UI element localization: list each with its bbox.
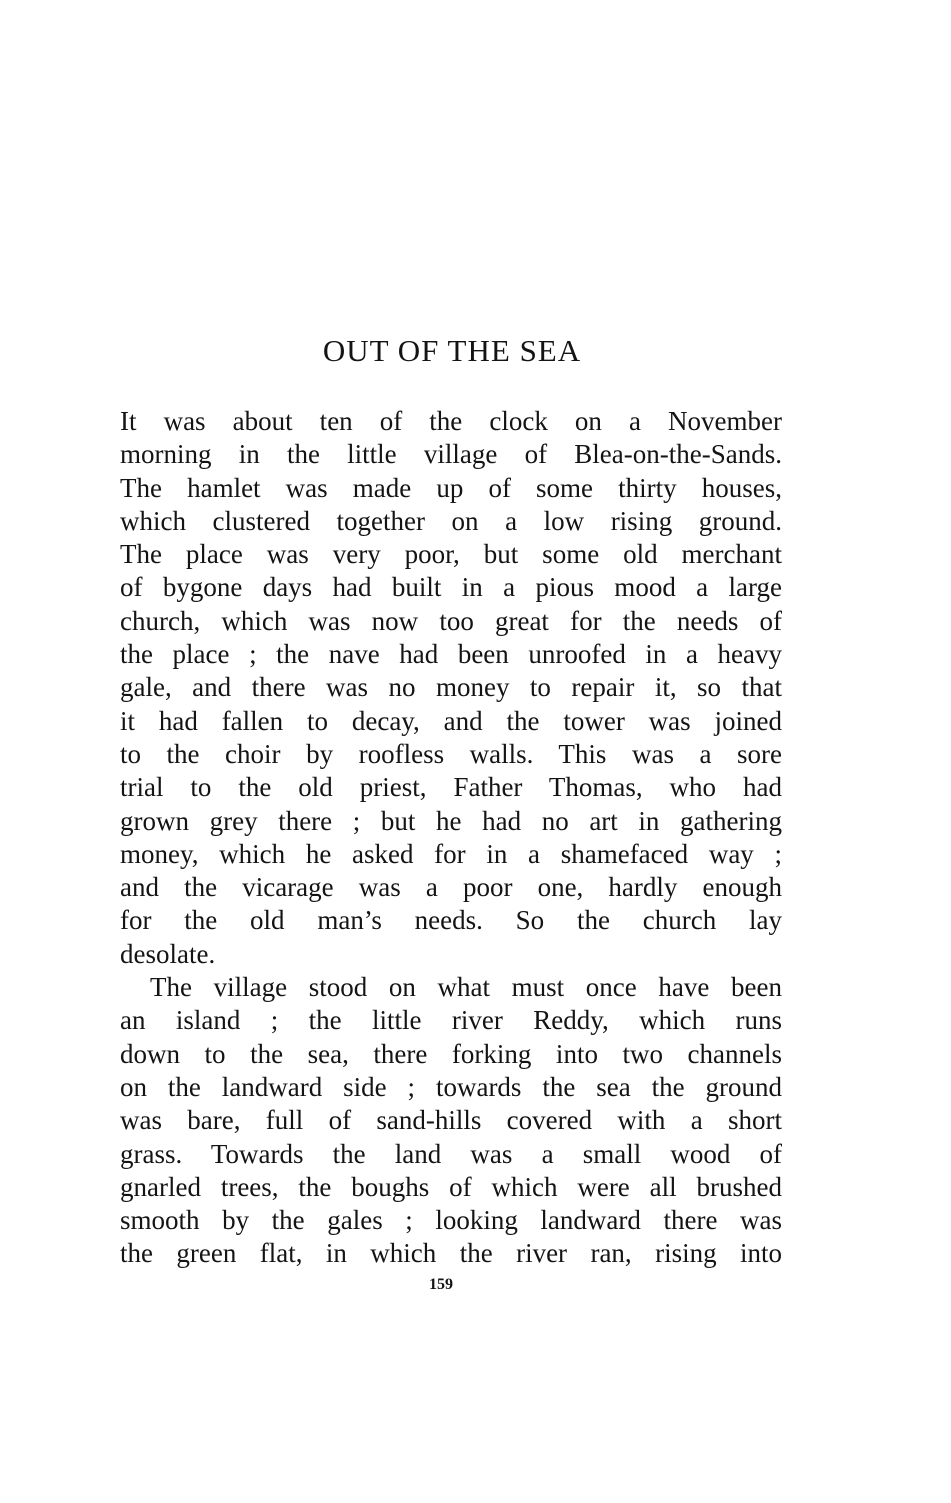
text-line: it had fallen to decay, and the tower was joined — [120, 705, 782, 736]
text-line: smooth by the gales ; looking landward there was — [120, 1205, 782, 1236]
text-line: and the vicarage was a poor one, hardly enough — [120, 872, 782, 903]
body-text — [120, 405, 782, 1271]
text-line: gale, and there was no money to repair it, so that — [120, 672, 782, 703]
text-line: desolate. — [120, 938, 216, 969]
chapter-title: OUT OF THE SEA — [322, 333, 582, 368]
text-line: to the choir by roofless walls. This was a sore — [120, 738, 782, 769]
text-line: The hamlet was made up of some thirty houses, — [120, 472, 782, 503]
text-line: gnarled trees, the boughs of which were all brushed — [120, 1171, 782, 1202]
text-line: church, which was now too great for the needs of — [120, 605, 782, 636]
page-number: 159 — [429, 1276, 453, 1293]
text-line: down to the sea, there forking into two channels — [120, 1038, 782, 1069]
paragraph — [120, 971, 782, 1271]
text-line: of bygone days had built in a pious mood a large — [120, 572, 782, 603]
text-line: the place ; the nave had been unroofed in a heavy — [120, 639, 782, 670]
text-line: was bare, full of sand-hills covered with a short — [120, 1105, 782, 1136]
text-line: trial to the old priest, Father Thomas, who had — [120, 772, 782, 803]
text-line: the green flat, in which the river ran, rising into — [120, 1238, 782, 1269]
text-line: morning in the little village of Blea-on-the-Sands. — [120, 439, 782, 470]
text-line: which clustered together on a low rising ground. — [120, 505, 782, 536]
text-line: an island ; the little river Reddy, which runs — [120, 1005, 782, 1036]
paragraph — [120, 405, 782, 971]
text-line: grass. Towards the land was a small wood of — [120, 1138, 782, 1169]
text-line: on the landward side ; towards the sea the ground — [120, 1071, 782, 1102]
text-line: grown grey there ; but he had no art in gathering — [120, 805, 782, 836]
text-line: The place was very poor, but some old merchant — [120, 539, 782, 570]
text-line: It was about ten of the clock on a November — [120, 406, 782, 436]
text-line: for the old man’s needs. So the church lay — [120, 905, 782, 936]
text-line: money, which he asked for in a shamefaced way ; — [120, 838, 782, 869]
text-line: The village stood on what must once have been — [150, 972, 782, 1003]
